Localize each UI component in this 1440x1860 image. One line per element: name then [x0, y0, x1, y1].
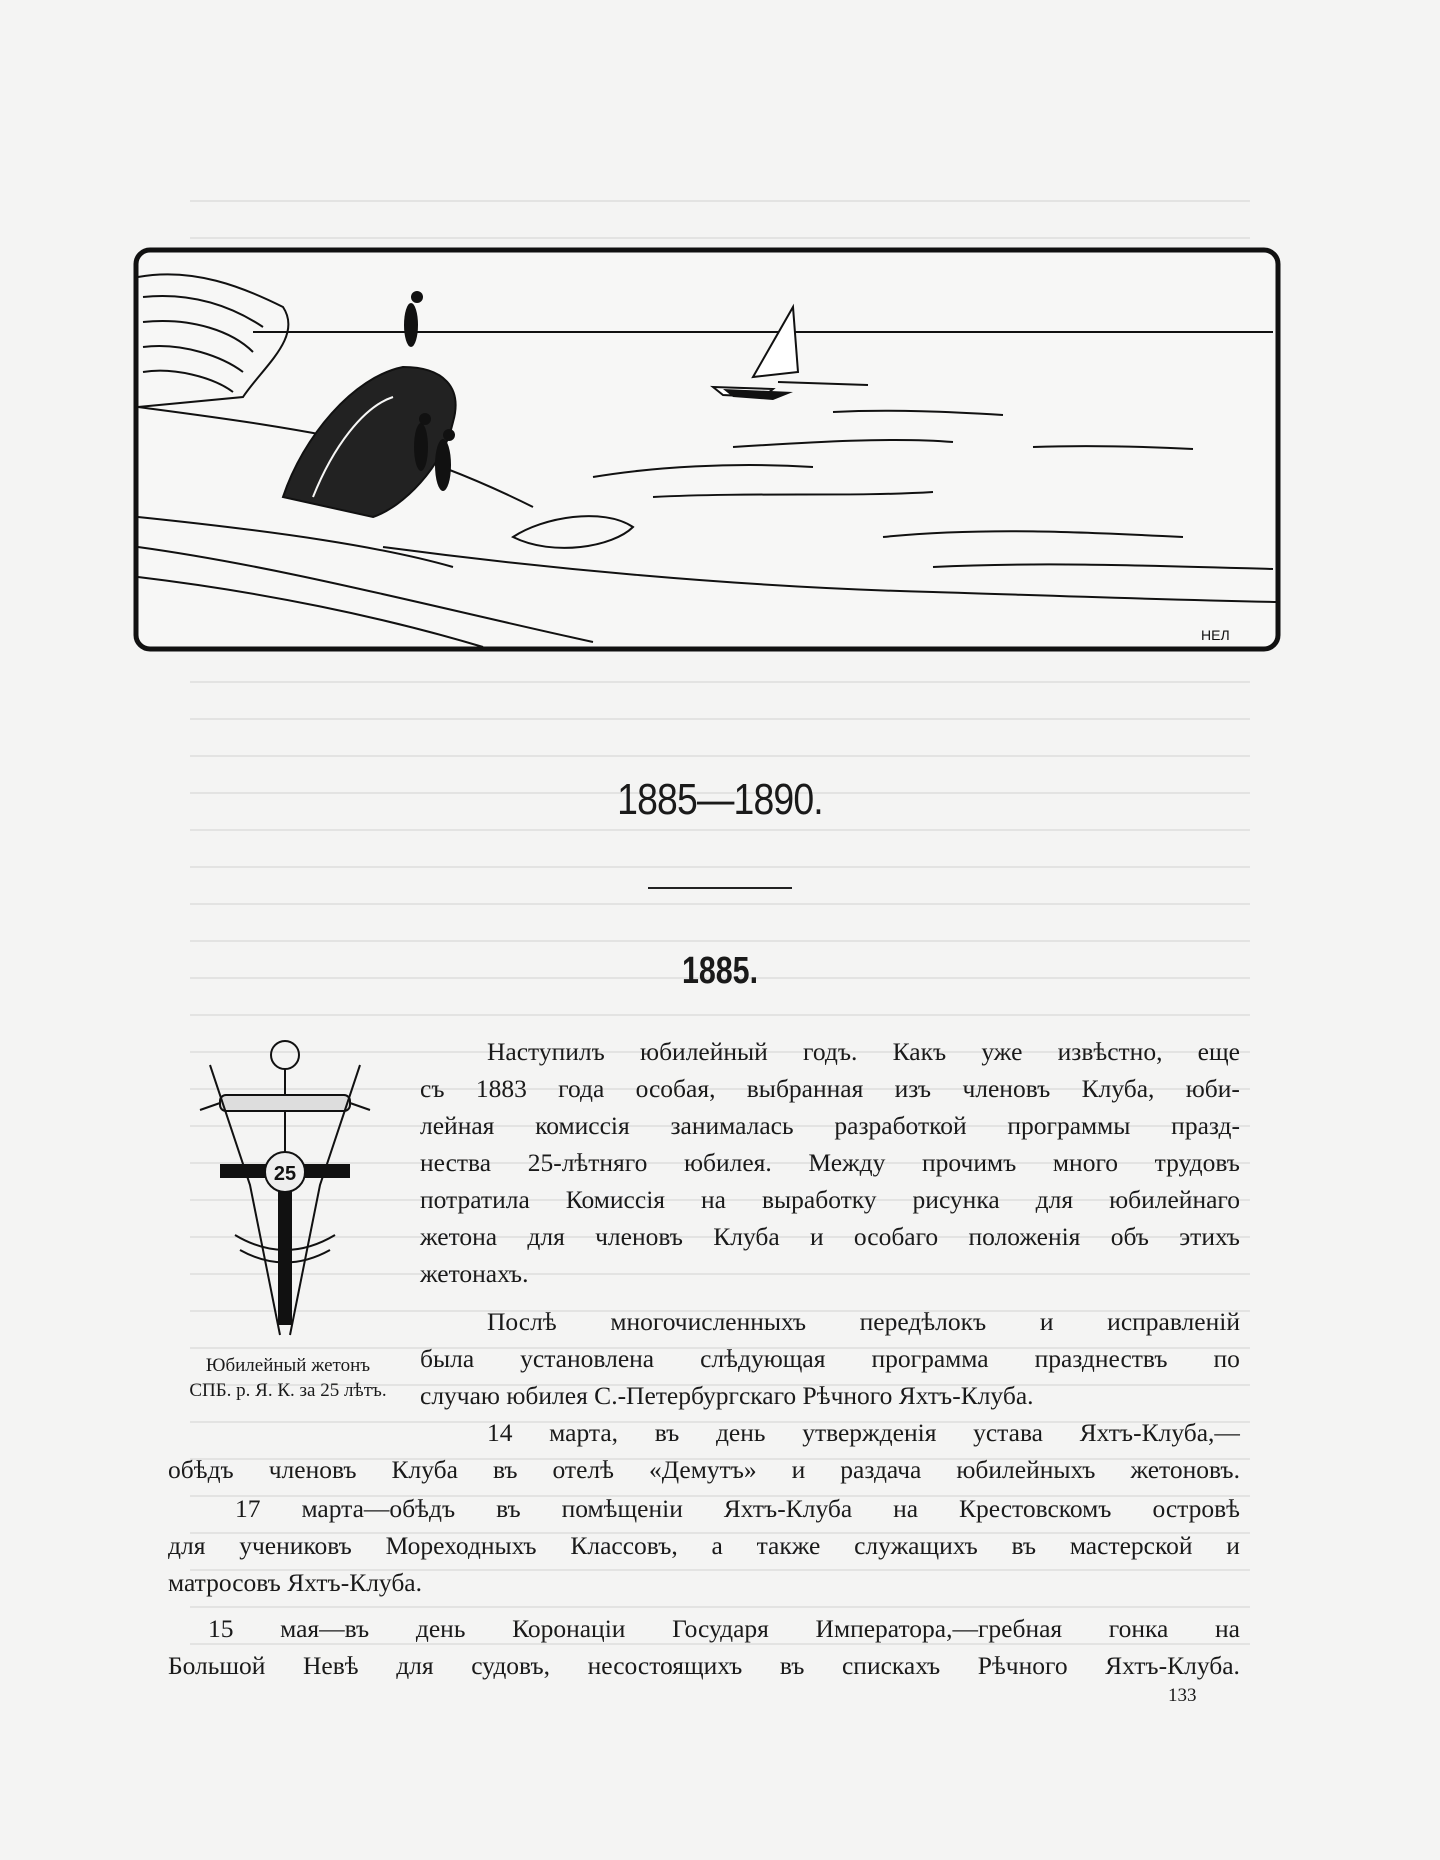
- word: и: [791, 1455, 806, 1484]
- word: жетоновъ.: [1130, 1455, 1240, 1484]
- word: юбилейныхъ: [956, 1455, 1096, 1484]
- word: программа: [871, 1344, 989, 1373]
- word: мая—въ: [280, 1614, 370, 1643]
- word: день: [715, 1418, 766, 1447]
- word: исправленій: [1107, 1307, 1240, 1336]
- word: обѣдъ: [168, 1455, 234, 1484]
- word: несостоящихъ: [587, 1651, 743, 1680]
- word: и: [809, 1222, 824, 1251]
- body-line: [168, 1531, 1240, 1567]
- word: Какъ: [892, 1037, 947, 1066]
- word: была: [420, 1344, 475, 1373]
- word: помѣщеніи: [561, 1494, 683, 1523]
- word: Классовъ,: [570, 1531, 678, 1560]
- word: программы: [1007, 1111, 1131, 1140]
- body-line: [420, 1222, 1240, 1258]
- word: для: [527, 1222, 565, 1251]
- body-line: [420, 1074, 1240, 1110]
- word: для: [168, 1531, 206, 1560]
- word: членовъ: [962, 1074, 1051, 1103]
- word: юби-: [1185, 1074, 1240, 1103]
- word: въ: [1011, 1531, 1037, 1560]
- word: объ: [1110, 1222, 1149, 1251]
- body-line: [235, 1494, 1240, 1530]
- word: положенія: [968, 1222, 1081, 1251]
- word: Государя: [672, 1614, 769, 1643]
- word: годъ.: [803, 1037, 858, 1066]
- page-number: 133: [1168, 1685, 1197, 1706]
- seascape-illustration: [133, 247, 1281, 652]
- badge-caption-line-2: СПБ. р. Я. К. за 25 лѣтъ.: [189, 1380, 387, 1401]
- word: въ: [492, 1455, 518, 1484]
- word: многочисленныхъ: [610, 1307, 807, 1336]
- word: 15: [208, 1614, 234, 1643]
- word: въ: [496, 1494, 521, 1523]
- word: день: [415, 1614, 466, 1643]
- body-line: матросовъ Яхтъ-Клуба.: [168, 1568, 423, 1597]
- body-line: [487, 1307, 1240, 1343]
- body-line: [487, 1037, 1240, 1073]
- word: Клуба: [391, 1455, 458, 1484]
- body-line: случаю юбилея С.-Петербургскаго Рѣчного Яхтъ-Клуба.: [420, 1381, 1034, 1410]
- word: юбилейный: [640, 1037, 768, 1066]
- body-line: [420, 1185, 1240, 1221]
- badge-number: 25: [273, 1163, 297, 1185]
- word: марта—обѣдъ: [301, 1494, 456, 1523]
- word: 1883: [475, 1074, 527, 1103]
- word: а: [711, 1531, 723, 1560]
- body-line: [168, 1455, 1240, 1491]
- word: Комиссія: [565, 1185, 666, 1214]
- word: нества: [420, 1148, 492, 1177]
- word: Наступилъ: [487, 1037, 605, 1066]
- word: членовъ: [268, 1455, 357, 1484]
- word: Клуба: [713, 1222, 780, 1251]
- word: «Демутъ»: [648, 1455, 757, 1484]
- word: Между: [808, 1148, 886, 1177]
- year-heading: 1885.: [681, 950, 759, 992]
- word: устава: [973, 1418, 1043, 1447]
- word: празд-: [1171, 1111, 1240, 1140]
- word: на: [1214, 1614, 1240, 1643]
- word: гонка: [1108, 1614, 1169, 1643]
- word: учениковъ: [239, 1531, 352, 1560]
- word: лейная: [420, 1111, 495, 1140]
- word: разработкой: [834, 1111, 967, 1140]
- word: Клуба,: [1081, 1074, 1155, 1103]
- word: Невѣ: [303, 1651, 359, 1680]
- word: по: [1213, 1344, 1240, 1373]
- word: этихъ: [1179, 1222, 1240, 1251]
- body-line: [420, 1344, 1240, 1380]
- word: года: [558, 1074, 605, 1103]
- word: для: [396, 1651, 434, 1680]
- word: извѣстно,: [1057, 1037, 1163, 1066]
- word: 14: [487, 1418, 513, 1447]
- artist-signature: НЕЛ: [1201, 627, 1230, 643]
- word: комиссія: [535, 1111, 630, 1140]
- section-heading: 1885—1890.: [617, 775, 823, 824]
- word: Яхтъ-Клуба: [723, 1494, 853, 1523]
- word: особаго: [853, 1222, 939, 1251]
- word: въ: [654, 1418, 680, 1447]
- word: марта,: [549, 1418, 619, 1447]
- word: потратила: [420, 1185, 530, 1214]
- word: 25-лѣтняго: [527, 1148, 648, 1177]
- word: спискахъ: [841, 1651, 941, 1680]
- word: Коронаціи: [512, 1614, 626, 1643]
- word: выбранная: [746, 1074, 864, 1103]
- word: юбилея.: [683, 1148, 772, 1177]
- word: для: [1035, 1185, 1074, 1214]
- word: Крестовскомъ: [959, 1494, 1112, 1523]
- body-line: [208, 1614, 1240, 1650]
- word: 17: [235, 1494, 261, 1523]
- word: и: [1039, 1307, 1054, 1336]
- word: рисунка: [912, 1185, 1000, 1214]
- badge-caption-line-1: Юбилейный жетонъ: [205, 1355, 371, 1376]
- word: мастерской: [1069, 1531, 1193, 1560]
- jubilee-badge-image: [180, 1035, 390, 1345]
- word: Императора,—гребная: [815, 1614, 1063, 1643]
- word: на: [701, 1185, 726, 1214]
- word: уже: [981, 1037, 1023, 1066]
- word: Рѣчного: [977, 1651, 1068, 1680]
- word: особая,: [635, 1074, 716, 1103]
- word: Яхтъ-Клуба,—: [1079, 1418, 1240, 1447]
- body-line: [420, 1148, 1240, 1184]
- word: Большой: [168, 1651, 266, 1680]
- word: жетона: [420, 1222, 498, 1251]
- word: трудовъ: [1154, 1148, 1240, 1177]
- word: выработку: [761, 1185, 877, 1214]
- word: членовъ: [595, 1222, 683, 1251]
- word: и: [1226, 1531, 1240, 1560]
- word: юбилейнаго: [1109, 1185, 1240, 1214]
- word: Мореходныхъ: [385, 1531, 537, 1560]
- word: Яхтъ-Клуба.: [1105, 1651, 1240, 1680]
- word: на: [893, 1494, 919, 1523]
- word: еще: [1197, 1037, 1240, 1066]
- word: занималась: [670, 1111, 794, 1140]
- word: отелѣ: [552, 1455, 614, 1484]
- word: островѣ: [1152, 1494, 1240, 1523]
- word: съ: [420, 1074, 445, 1103]
- word: служащихъ: [854, 1531, 978, 1560]
- heading-rule: [648, 887, 792, 889]
- body-line: жетонахъ.: [420, 1259, 529, 1288]
- word: изъ: [894, 1074, 932, 1103]
- word: утвержденія: [802, 1418, 937, 1447]
- word: празднествъ: [1034, 1344, 1168, 1373]
- word: установлена: [520, 1344, 655, 1373]
- word: въ: [779, 1651, 805, 1680]
- word: прочимъ: [922, 1148, 1017, 1177]
- word: Послѣ: [487, 1307, 557, 1336]
- word: много: [1052, 1148, 1119, 1177]
- body-line: [420, 1111, 1240, 1147]
- word: раздача: [840, 1455, 922, 1484]
- word: судовъ,: [471, 1651, 551, 1680]
- body-line: [487, 1418, 1240, 1454]
- body-line: [168, 1651, 1240, 1687]
- word: также: [756, 1531, 821, 1560]
- word: передѣлокъ: [859, 1307, 987, 1336]
- word: слѣдующая: [700, 1344, 826, 1373]
